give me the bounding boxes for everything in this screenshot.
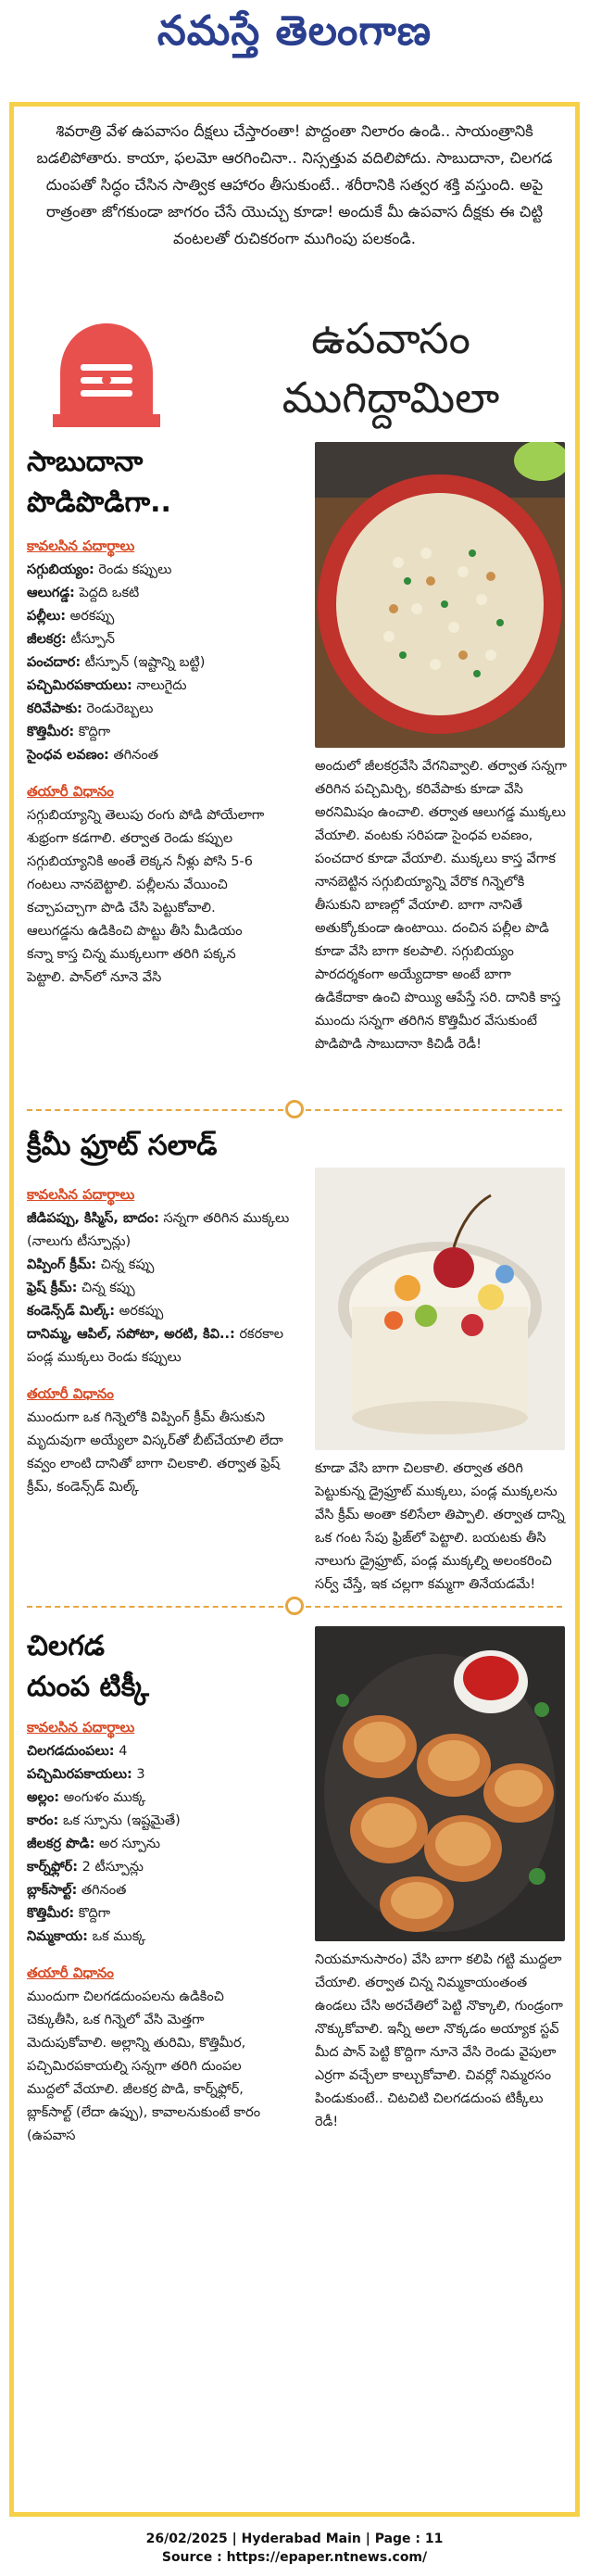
recipe-3-ingredients xyxy=(27,1714,305,2148)
recipe-1-title-line-2: పొడిపొడిగా.. xyxy=(27,486,171,519)
ingredient-name: చిలగడదుంపలు: xyxy=(27,1744,115,1759)
ingredient-quantity: రెండు కప్పులు xyxy=(98,562,172,577)
ingredient-name: సగ్గుబియ్యం: xyxy=(27,562,94,577)
ingredient-name: పచ్చిమిరపకాయలు: xyxy=(27,1767,132,1782)
ingredient-item xyxy=(27,1254,305,1277)
recipe-1-method-heading: తయారీ విధానం xyxy=(27,783,114,800)
recipe-1-method-right: అందులో జీలకర్రవేసి వేగనివ్వాలి. తర్వాత సన్నగా తరిగిన పచ్చిమిర్చి, కరివేపాకు కూడా వేసి అరనిమిషం ఉంచాలి. తర్వాత ఆలుగడ్డ ముక్కలు వేయాలి. వంటకు సరిపడా సైంధవ లవణం, పంచదార కూడా వేయాలి. ముక్కలు కాస్త వేగాక నానబెట్టిన సగ్గుబియ్యాన్ని వేరొక గిన్నెలోకి తీసుకుని బాణల్లో వేయాలి. బాగా నానితే అతుక్కోకుండా ఉంటాయి. దంచిన పల్లీల పొడి కూడా వేసి బాగా కలపాలి. సగ్గుబియ్యం పారదర్శకంగా అయ్యేదాకా అంటే బాగా ఉడికేదాకా ఉంచి పొయ్యి ఆపేస్తే సరి. దానికి కాస్త ముందు సన్నగా తరిగిన కొత్తిమీర వేసుకుంటే పొడిపొడి సాబుదానా కిచిడీ రెడీ! xyxy=(315,759,567,1052)
ingredient-quantity: పెద్దది ఒకటి xyxy=(79,586,140,600)
ingredient-item xyxy=(27,675,305,698)
ingredient-quantity: తగినంత xyxy=(113,748,158,763)
ingredient-item xyxy=(27,605,305,628)
ingredient-item xyxy=(27,698,305,721)
article-frame xyxy=(9,102,580,2517)
ingredient-item xyxy=(27,1856,305,1879)
ingredient-name: పచ్చిమిరపకాయలు: xyxy=(27,678,132,693)
ingredient-quantity: టీస్పూన్ xyxy=(70,632,115,647)
ingredient-item xyxy=(27,1902,305,1926)
ingredient-quantity: ఒక ముక్క xyxy=(92,1929,146,1944)
recipe-2-method-right: కూడా వేసి బాగా చిలకాలి. తర్వాత తరిగి పెట్టుకున్న డ్రైఫ్రూట్ ముక్కలు, పండ్ల ముక్కలను వేసి క్రీమ్ అంతా కలిసేలా తిప్పాలి. తర్వాత దాన్ని ఒక గంట సేపు ఫ్రిజ్‌లో పెట్టాలి. బయటకు తీసి నాలుగు డ్రైఫ్రూట్, పండ్ల ముక్కల్ని అలంకరించి సర్వ్ చేస్తే, ఇక చల్లగా కమ్మగా తినేయడమే! xyxy=(315,1461,565,1592)
ingredient-name: జీలకర్ర: xyxy=(27,632,67,647)
recipe-2-method-heading: తయారీ విధానం xyxy=(27,1385,114,1402)
sabudana-khichdi-photo xyxy=(315,442,565,748)
ingredient-name: కండెన్స్‌డ్ మిల్క్: xyxy=(27,1304,116,1319)
ingredient-quantity: కొద్దిగా xyxy=(78,725,111,739)
ingredient-quantity: చిన్న కప్పు xyxy=(81,1281,135,1295)
ingredient-name: ఆలుగడ్డ: xyxy=(27,586,75,600)
headline xyxy=(210,309,571,427)
ingredient-name: విప్పింగ్ క్రీమ్: xyxy=(27,1257,97,1272)
headline-line-2: ముగిద్దామిలా xyxy=(282,373,500,423)
ingredient-quantity: కొద్దిగా xyxy=(78,1906,111,1921)
ingredient-quantity: నాలుగైదు xyxy=(136,678,187,693)
ingredient-name: అల్లం: xyxy=(27,1790,60,1805)
ingredient-item xyxy=(27,1740,305,1763)
ingredient-name: దానిమ్మ, ఆపిల్, సపోటా, అరటి, కివి..: xyxy=(27,1327,235,1342)
ingredient-name: ఫ్రెష్ క్రీమ్: xyxy=(27,1281,78,1295)
recipe-3-method-heading: తయారీ విధానం xyxy=(27,1964,114,1981)
ingredient-name: పల్లీలు: xyxy=(27,609,67,624)
ingredient-quantity: 4 xyxy=(119,1744,128,1759)
recipe-2-ingredients-heading: కావలసిన పదార్థాలు xyxy=(27,1186,135,1203)
ingredient-item xyxy=(27,628,305,651)
divider-ornament xyxy=(285,1100,304,1118)
ingredient-name: నిమ్మకాయ: xyxy=(27,1929,88,1944)
recipe-2-method-left: ముందుగా ఒక గిన్నెలోకి విప్పింగ్ క్రీమ్ తీసుకుని మృదువుగా అయ్యేలా విస్కర్‌తో బీట్‌చేయాలి లేదా కవ్వం లాంటి దానితో బాగా చిలకాలి. తర్వాత ఫ్రెష్ క్రీమ్, కండెన్స్‌డ్ మిల్క్ xyxy=(27,1410,283,1495)
ingredient-quantity: రెండురెబ్బలు xyxy=(86,701,154,716)
recipe-3-title-line-1: చిలగడ xyxy=(27,1630,105,1662)
recipe-1-title xyxy=(27,442,171,524)
recipe-1-method-left: సగ్గుబియ్యాన్ని తెలుపు రంగు పోడి పోయేలాగా శుభ్రంగా కడగాలి. తర్వాత రెండు కప్పుల సగ్గుబియ్యానికి అంతే లెక్కన నీళ్లు పోసి 5-6 గంటలు నానబెట్టాలి. పల్లీలను వేయించి కచ్చాపచ్చాగా పొడి చేసి పెట్టుకోవాలి. ఆలుగడ్డను ఉడికించి పొట్టు తీసి మీడియం కన్నా కాస్త చిన్న ముక్కలుగా తరిగి పక్కన పెట్టాలి. పాన్‌లో నూనె వేసి xyxy=(27,808,265,985)
fruit-salad-photo xyxy=(315,1168,565,1450)
recipe-3-title xyxy=(27,1626,149,1708)
ingredient-item xyxy=(27,721,305,744)
ingredient-item xyxy=(27,1926,305,1949)
footer-source: Source : https://epaper.ntnews.com/ xyxy=(161,2550,428,2565)
ingredients-list xyxy=(27,1740,305,1949)
recipe-1-ingredients-heading: కావలసిన పదార్థాలు xyxy=(27,537,135,554)
ingredient-name: పంచదార: xyxy=(27,655,81,670)
ingredient-name: సైంధవ లవణం: xyxy=(27,748,109,763)
masthead xyxy=(0,0,589,85)
shivalinga-icon xyxy=(47,318,166,429)
ingredient-item xyxy=(27,559,305,582)
ingredient-quantity: అర స్పూను xyxy=(99,1837,161,1851)
ingredient-item xyxy=(27,582,305,605)
ingredient-item xyxy=(27,744,305,767)
ingredient-name: కారం: xyxy=(27,1813,59,1828)
ingredient-item xyxy=(27,1810,305,1833)
ingredient-quantity: అరకప్పు xyxy=(69,609,115,624)
ingredient-quantity: ఒక స్పూను (ఇష్టమైతే) xyxy=(62,1813,181,1828)
ingredient-name: జీలకర్ర పొడి: xyxy=(27,1837,95,1851)
ingredient-name: కరివేపాకు: xyxy=(27,701,82,716)
ingredients-list xyxy=(27,1207,305,1370)
recipe-2-title: క్రీమీ ఫ్రూట్ సలాడ్ xyxy=(27,1130,218,1162)
page-footer xyxy=(0,2530,589,2567)
ingredient-item xyxy=(27,1787,305,1810)
ingredient-name: జీడిపప్పు, కిస్మిస్, బాదం: xyxy=(27,1211,159,1226)
recipe-3-method-left: ముందుగా చిలగడదుంపలను ఉడికించి చెక్కుతీసి, ఒక గిన్నెలో వేసి మెత్తగా మెదుపుకోవాలి. అల్లాన్ని తురిమి, కొత్తిమీర, పచ్చిమిరపకాయల్ని సన్నగా తరిగి దుంపల ముద్దలో వేయాలి. జీలకర్ర పొడి, కార్న్‌ఫ్లోర్, బ్లాక్‌సాల్ట్ (లేదా ఉప్పు), కావాలనుకుంటే కారం (ఉపవాస xyxy=(27,1989,261,2143)
ingredient-item xyxy=(27,1277,305,1300)
ingredient-quantity: రకరకాల పండ్ల ముక్కలు రెండు కప్పులు xyxy=(27,1327,284,1365)
divider-ornament xyxy=(285,1597,304,1615)
ingredient-item xyxy=(27,1833,305,1856)
ingredient-quantity: 2 టీస్పూన్లు xyxy=(81,1860,144,1875)
ingredient-item xyxy=(27,1879,305,1902)
recipe-3-ingredients-heading: కావలసిన పదార్థాలు xyxy=(27,1719,135,1736)
headline-block xyxy=(25,309,571,438)
ingredient-quantity: సన్నగా తరిగిన ముక్కలు (నాలుగు టీస్పూన్లు) xyxy=(27,1211,290,1249)
ingredient-item xyxy=(27,1763,305,1787)
ingredient-quantity: టీస్పూన్ (ఇష్టాన్ని బట్టి) xyxy=(84,655,206,670)
ingredient-item xyxy=(27,651,305,675)
ingredient-quantity: 3 xyxy=(136,1767,145,1782)
ingredient-name: కొత్తిమీర: xyxy=(27,725,75,739)
ingredient-quantity: చిన్న కప్పు xyxy=(100,1257,155,1272)
ingredient-quantity: అంగుళం ముక్క xyxy=(63,1790,146,1805)
intro-paragraph: శివరాత్రి వేళ ఉపవాసం దీక్షలు చేస్తారంతా! పొద్దంతా నిలారం ఉండి.. సాయంత్రానికి బడలిపోతారు. కాయా, ఫలమో ఆరగించినా.. నిస్సత్తువ వదిలిపోదు. సాబుదానా, చిలగడ దుంపతో సిద్ధం చేసిన సాత్విక ఆహారం తీసుకుంటే.. శరీరానికి సత్వర శక్తి వస్తుంది. అపై రాత్రంతా జోగకుండా జాగరం చేసే యొచ్చు కూడా! అందుకే మీ ఉపవాస దీక్షకు ఈ చిట్టి వంటలతో రుచికరంగా ముగింపు పలకండి. xyxy=(36,122,553,247)
ingredient-item xyxy=(27,1323,305,1370)
recipe-3-method-right: నియమానుసారం) వేసి బాగా కలిపి గట్టి ముద్దలా చేయాలి. తర్వాత చిన్న నిమ్మకాయంతంత ఉండలు చేసి అరచేతిలో పెట్టి నొక్కాలి, గుండ్రంగా నొక్కుకోవాలి. ఇన్నీ అలా నొక్కడం అయ్యాక స్టవ్ మీద పాన్ పెట్టి కొద్దిగా నూనె వేసి రెండు వైపులా ఎర్రగా వచ్చేలా కాల్చుకోవాలి. చివర్లో నిమ్మరసం పిండుకుంటే.. చిటచిటి చిలగడదుంప టిక్కీలు రెడీ! xyxy=(315,1952,563,2129)
footer-edition-info: 26/02/2025 | Hyderabad Main | Page : 11 xyxy=(145,2532,444,2546)
ingredient-quantity: తగినంత xyxy=(81,1883,127,1898)
recipe-1-title-line-1: సాబుదానా xyxy=(27,446,144,478)
ingredient-name: కొత్తిమీర: xyxy=(27,1906,75,1921)
ingredient-name: బ్లాక్‌సాల్ట్: xyxy=(27,1883,78,1898)
ingredient-item xyxy=(27,1300,305,1323)
ingredient-quantity: అరకప్పు xyxy=(119,1304,164,1319)
ingredients-list xyxy=(27,559,305,767)
newspaper-logo: నమస్తే తెలంగాణ xyxy=(157,7,432,55)
sweet-potato-tikki-photo xyxy=(315,1626,565,1941)
headline-line-1: ఉపవాసం xyxy=(311,313,470,363)
ingredient-name: కార్న్‌ఫ్లోర్: xyxy=(27,1860,79,1875)
ingredient-item xyxy=(27,1207,305,1254)
recipe-1-ingredients xyxy=(27,533,305,990)
recipe-2-ingredients xyxy=(27,1181,305,1499)
recipe-3-title-line-2: దుంప టిక్కీ xyxy=(27,1671,149,1703)
